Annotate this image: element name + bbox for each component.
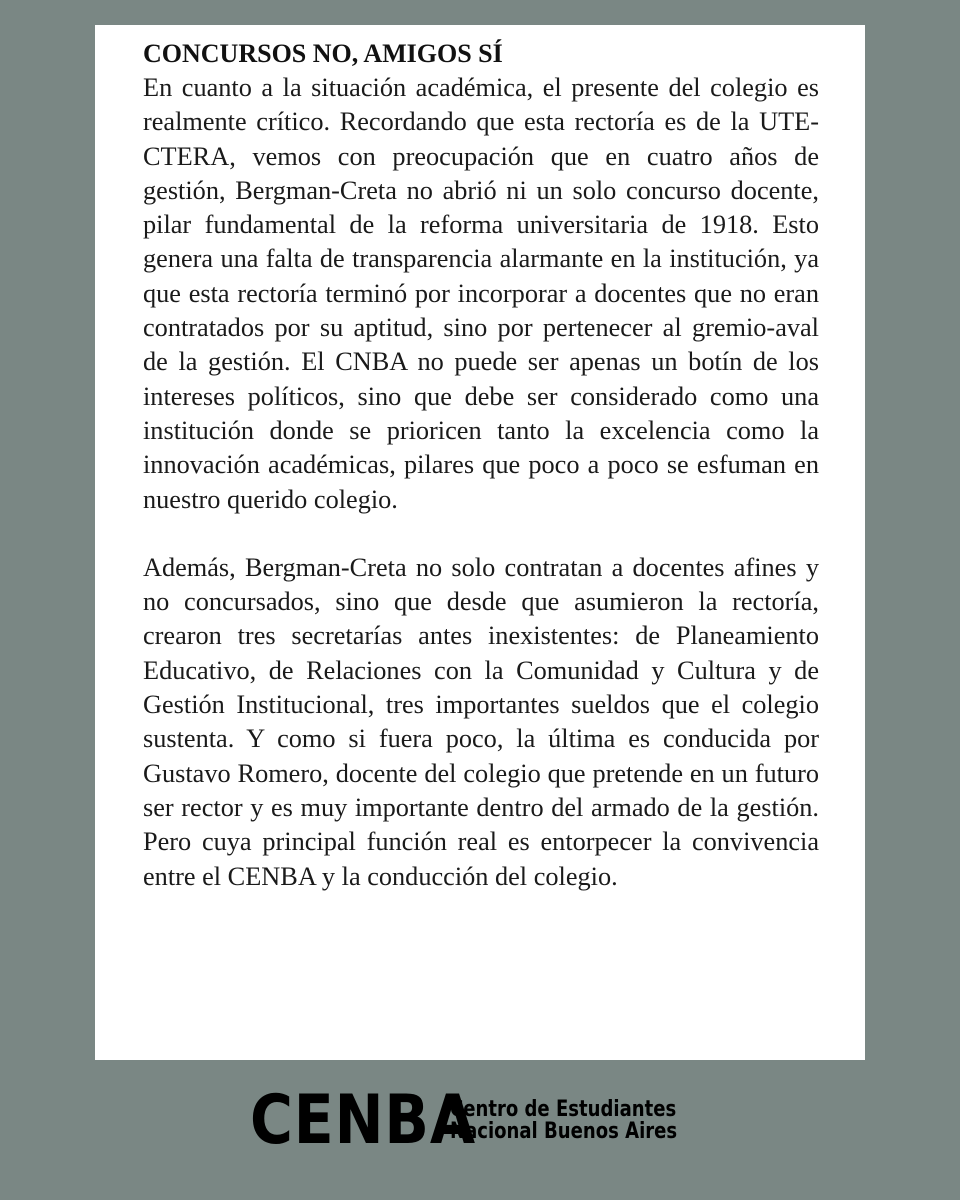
article-card (95, 25, 865, 1060)
logo-subtitle-line-1: Centro de Estudiantes (450, 1097, 677, 1122)
logo-subtitle-line-2: Nacional Buenos Aires (450, 1119, 678, 1144)
article-paragraph: Además, Bergman-Creta no solo contratan a docentes afines y no concursados, sino que desde que asumieron la rectoría, crearon tres secretarías antes inexistentes: de Planeamiento Educativo, de Relaciones con la Comunidad y Cultura y de Gestión Institucional, tres importantes sueldos que el colegio sustenta. Y como si fuera poco, la última es conducida por Gustavo Romero, docente del colegio que pretende en un futuro ser rector y es muy importante dentro del armado de la gestión. Pero cuya principal función real es entorpecer la convivencia entre el CENBA y la conducción del colegio. (143, 552, 819, 891)
article-paragraph: En cuanto a la situación académica, el presente del colegio es realmente crítico. Recordando que esta rectoría es de la UTE-CTERA, vemos con preocupación que en cuatro años de gestión, Bergman-Creta no abrió ni un solo concurso docente, pilar fundamental de la reforma universitaria de 1918. Esto genera una falta de transparencia alarmante en la institución, ya que esta rectoría terminó por incorporar a docentes que no eran contratados por su aptitud, sino por pertenecer al gremio-aval de la gestión. El CNBA no puede ser apenas un botín de los intereses políticos, sino que debe ser considerado como una institución donde se prioricen tanto la excelencia como la innovación académicas, pilares que poco a poco se esfuman en nuestro querido colegio. (143, 73, 819, 514)
cenba-logo (250, 1081, 727, 1160)
logo-subtitle (450, 1099, 677, 1143)
article-title: CONCURSOS NO, AMIGOS SÍ (143, 39, 503, 68)
logo-wordmark: CENBA (250, 1081, 476, 1160)
